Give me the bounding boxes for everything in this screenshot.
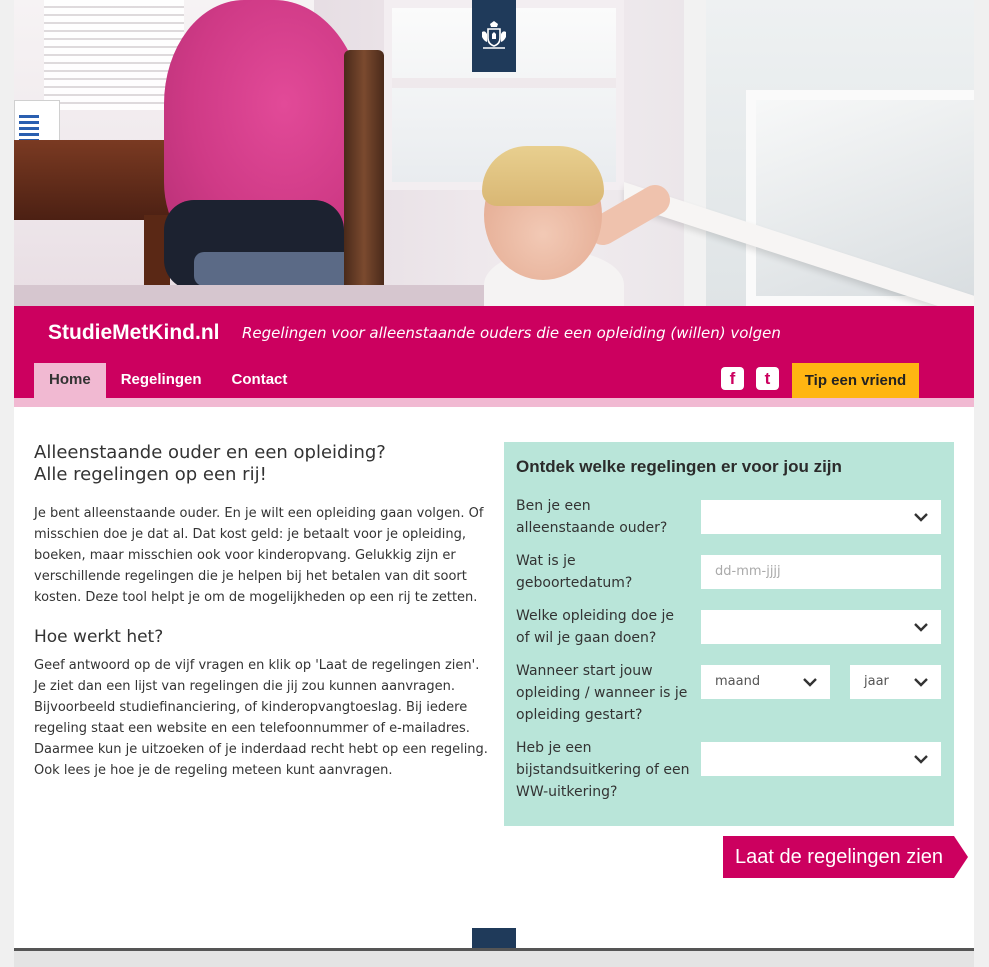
birthdate-input[interactable] xyxy=(701,555,941,589)
chevron-down-icon xyxy=(802,674,818,690)
start-year-value: jaar xyxy=(864,674,889,689)
question-education-label: Welke opleiding doe je of wil je gaan doen? xyxy=(516,608,675,646)
site-tagline: Regelingen voor alleenstaande ouders die een opleiding (willen) volgen xyxy=(242,324,781,342)
question-benefit-label: Heb je een bijstandsuitkering of een WW-uitkering? xyxy=(516,740,690,800)
how-it-works-paragraph: Geef antwoord op de vijf vragen en klik op 'Laat de regelingen zien'. Je ziet dan een lijst van regelingen die jij zou kunnen aanvragen. Bijvoorbeeld studiefinanciering, of kinderopvangtoeslag. Bij iedere regeling staat een website en een telefoonnummer of e-mailadres. Daarmee kun je uitzoeken of je inderdaad recht hebt op een regeling. Ook lees je hoe je de regeling meteen kunt aanvragen. xyxy=(34,658,488,778)
intro-paragraph: Je bent alleenstaande ouder. En je wilt een opleiding gaan volgen. Of misschien doe je dat al. Dat kost geld: je betaalt voor je opleiding, boeken, maar misschien ook voor kinderopvang. Gelukkig zijn er verschillende regelingen die je helpen bij het betalen van dit soort kosten. Deze tool helpt je om de mogelijkheden op een rij te zetten. xyxy=(34,506,484,605)
questionnaire-title: Ontdek welke regelingen er voor jou zijn xyxy=(516,457,842,476)
footer xyxy=(14,951,974,967)
intro-title-line2: Alle regelingen op een rij! xyxy=(34,464,267,485)
nav-item-regelingen[interactable]: Regelingen xyxy=(120,371,202,388)
chevron-down-icon xyxy=(913,674,929,690)
show-regulations-button[interactable]: Laat de regelingen zien xyxy=(723,836,954,878)
intro-title-line1: Alleenstaande ouder en een opleiding? xyxy=(34,442,386,463)
chevron-down-icon xyxy=(913,509,929,525)
benefit-select[interactable] xyxy=(701,742,941,776)
nav-item-home[interactable]: Home xyxy=(34,363,106,398)
how-it-works-title: Hoe werkt het? xyxy=(34,627,164,647)
facebook-icon-glyph: f xyxy=(729,369,736,388)
brand-header xyxy=(14,306,974,398)
main-nav xyxy=(34,363,302,398)
question-single-parent-label: Ben je een alleenstaande ouder? xyxy=(516,498,668,536)
government-logo[interactable] xyxy=(472,0,516,72)
intro-title xyxy=(34,442,454,486)
education-select[interactable] xyxy=(701,610,941,644)
tip-een-vriend-button[interactable]: Tip een vriend xyxy=(792,363,919,398)
chevron-down-icon xyxy=(913,619,929,635)
start-month-value: maand xyxy=(715,674,761,689)
site-logo-text[interactable]: StudieMetKind.nl xyxy=(48,321,220,344)
single-parent-select[interactable] xyxy=(701,500,941,534)
question-start-date-label: Wanneer start jouw opleiding / wanneer is je opleiding gestart? xyxy=(516,663,688,723)
twitter-icon-glyph: t xyxy=(764,369,771,388)
birthdate-placeholder: dd-mm-jjjj xyxy=(715,564,781,579)
questionnaire-panel xyxy=(504,442,954,826)
nav-item-contact[interactable]: Contact xyxy=(231,371,288,388)
header-divider xyxy=(14,398,974,407)
start-year-select[interactable] xyxy=(850,665,941,699)
facebook-icon[interactable] xyxy=(721,367,744,390)
question-birthdate-label: Wat is je geboortedatum? xyxy=(516,553,633,591)
twitter-icon[interactable] xyxy=(756,367,779,390)
page xyxy=(14,0,974,967)
coat-of-arms-icon xyxy=(477,19,511,53)
start-month-select[interactable] xyxy=(701,665,830,699)
chevron-down-icon xyxy=(913,751,929,767)
